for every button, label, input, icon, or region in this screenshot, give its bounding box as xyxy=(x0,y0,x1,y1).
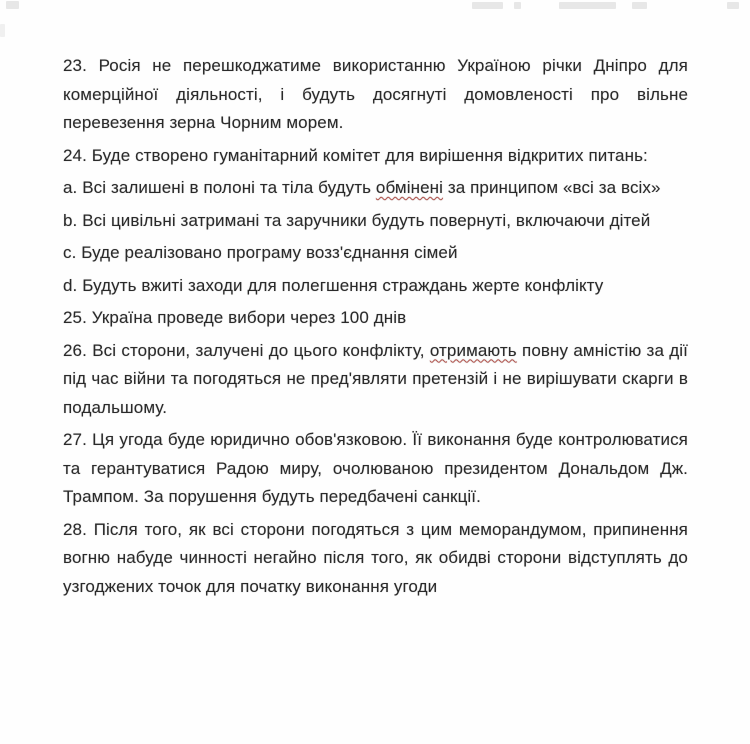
paragraph-26 xyxy=(63,337,688,423)
scan-artifact xyxy=(727,2,739,9)
list-item-a-text: a. Всі залишені в полоні та тіла будуть xyxy=(63,178,376,197)
list-item-d xyxy=(63,272,688,301)
paragraph-26-text-end: повну амністію за дії під час війни та погодяться не пред'являти претензій і не вирішувати скарги в подальшому. xyxy=(63,340,688,417)
spellchecked-word: отримають xyxy=(429,340,517,360)
spellchecked-word: обмінені xyxy=(375,178,443,197)
list-item-a-text-end: за принципом «всі за всіх» xyxy=(443,178,661,197)
list-item-b-text: b. Всі цивільні затримані та заручники будуть повернуті, включаючи дітей xyxy=(63,210,651,230)
paragraph-25 xyxy=(63,304,688,333)
paragraph-27 xyxy=(63,426,688,512)
list-item-a xyxy=(63,174,688,203)
paragraph-26-text: 26. Всі сторони, залучені до цього конфлікту, xyxy=(63,340,430,360)
list-item-b xyxy=(63,207,688,236)
list-item-c-text: c. Буде реалізовано програму возз'єднання сімей xyxy=(63,243,458,262)
scan-artifact xyxy=(632,2,647,9)
paragraph-27-text: 27. Ця угода буде юридично обов'язковою. Її виконання буде контролюватися та герантуватися Радою миру, очолюваною президентом Дональдом Дж. Трампом. За порушення будуть передбачені санкції. xyxy=(63,430,688,506)
scan-artifact xyxy=(472,2,503,9)
paragraph-24 xyxy=(63,142,688,171)
paragraph-28-text: 28. Після того, як всі сторони погодяться з цим меморандумом, припинення вогню набуде чинності негайно після того, як обидві сторони відступлять до узгоджених точок для початку виконання угоди xyxy=(63,519,688,596)
paragraph-24-text: 24. Буде створено гуманітарний комітет для вирішення відкритих питань: xyxy=(63,145,648,165)
scan-artifact xyxy=(559,2,616,9)
paragraph-28 xyxy=(63,516,688,602)
paragraph-23 xyxy=(63,52,688,138)
document-body xyxy=(63,52,688,605)
paragraph-25-text: 25. Україна проведе вибори через 100 днів xyxy=(63,308,407,327)
scan-artifact xyxy=(514,2,521,9)
list-item-c xyxy=(63,239,688,268)
scan-artifact xyxy=(0,24,5,37)
paragraph-23-text: 23. Росія не перешкоджатиме використанню Україною річки Дніпро для комерційної діяльності, і будуть досягнуті домовленості про вільне перевезення зерна Чорним морем. xyxy=(63,56,688,132)
scan-artifact xyxy=(6,1,19,9)
list-item-d-text: d. Будуть вжиті заходи для полегшення страждань жерте конфлікту xyxy=(63,275,604,295)
